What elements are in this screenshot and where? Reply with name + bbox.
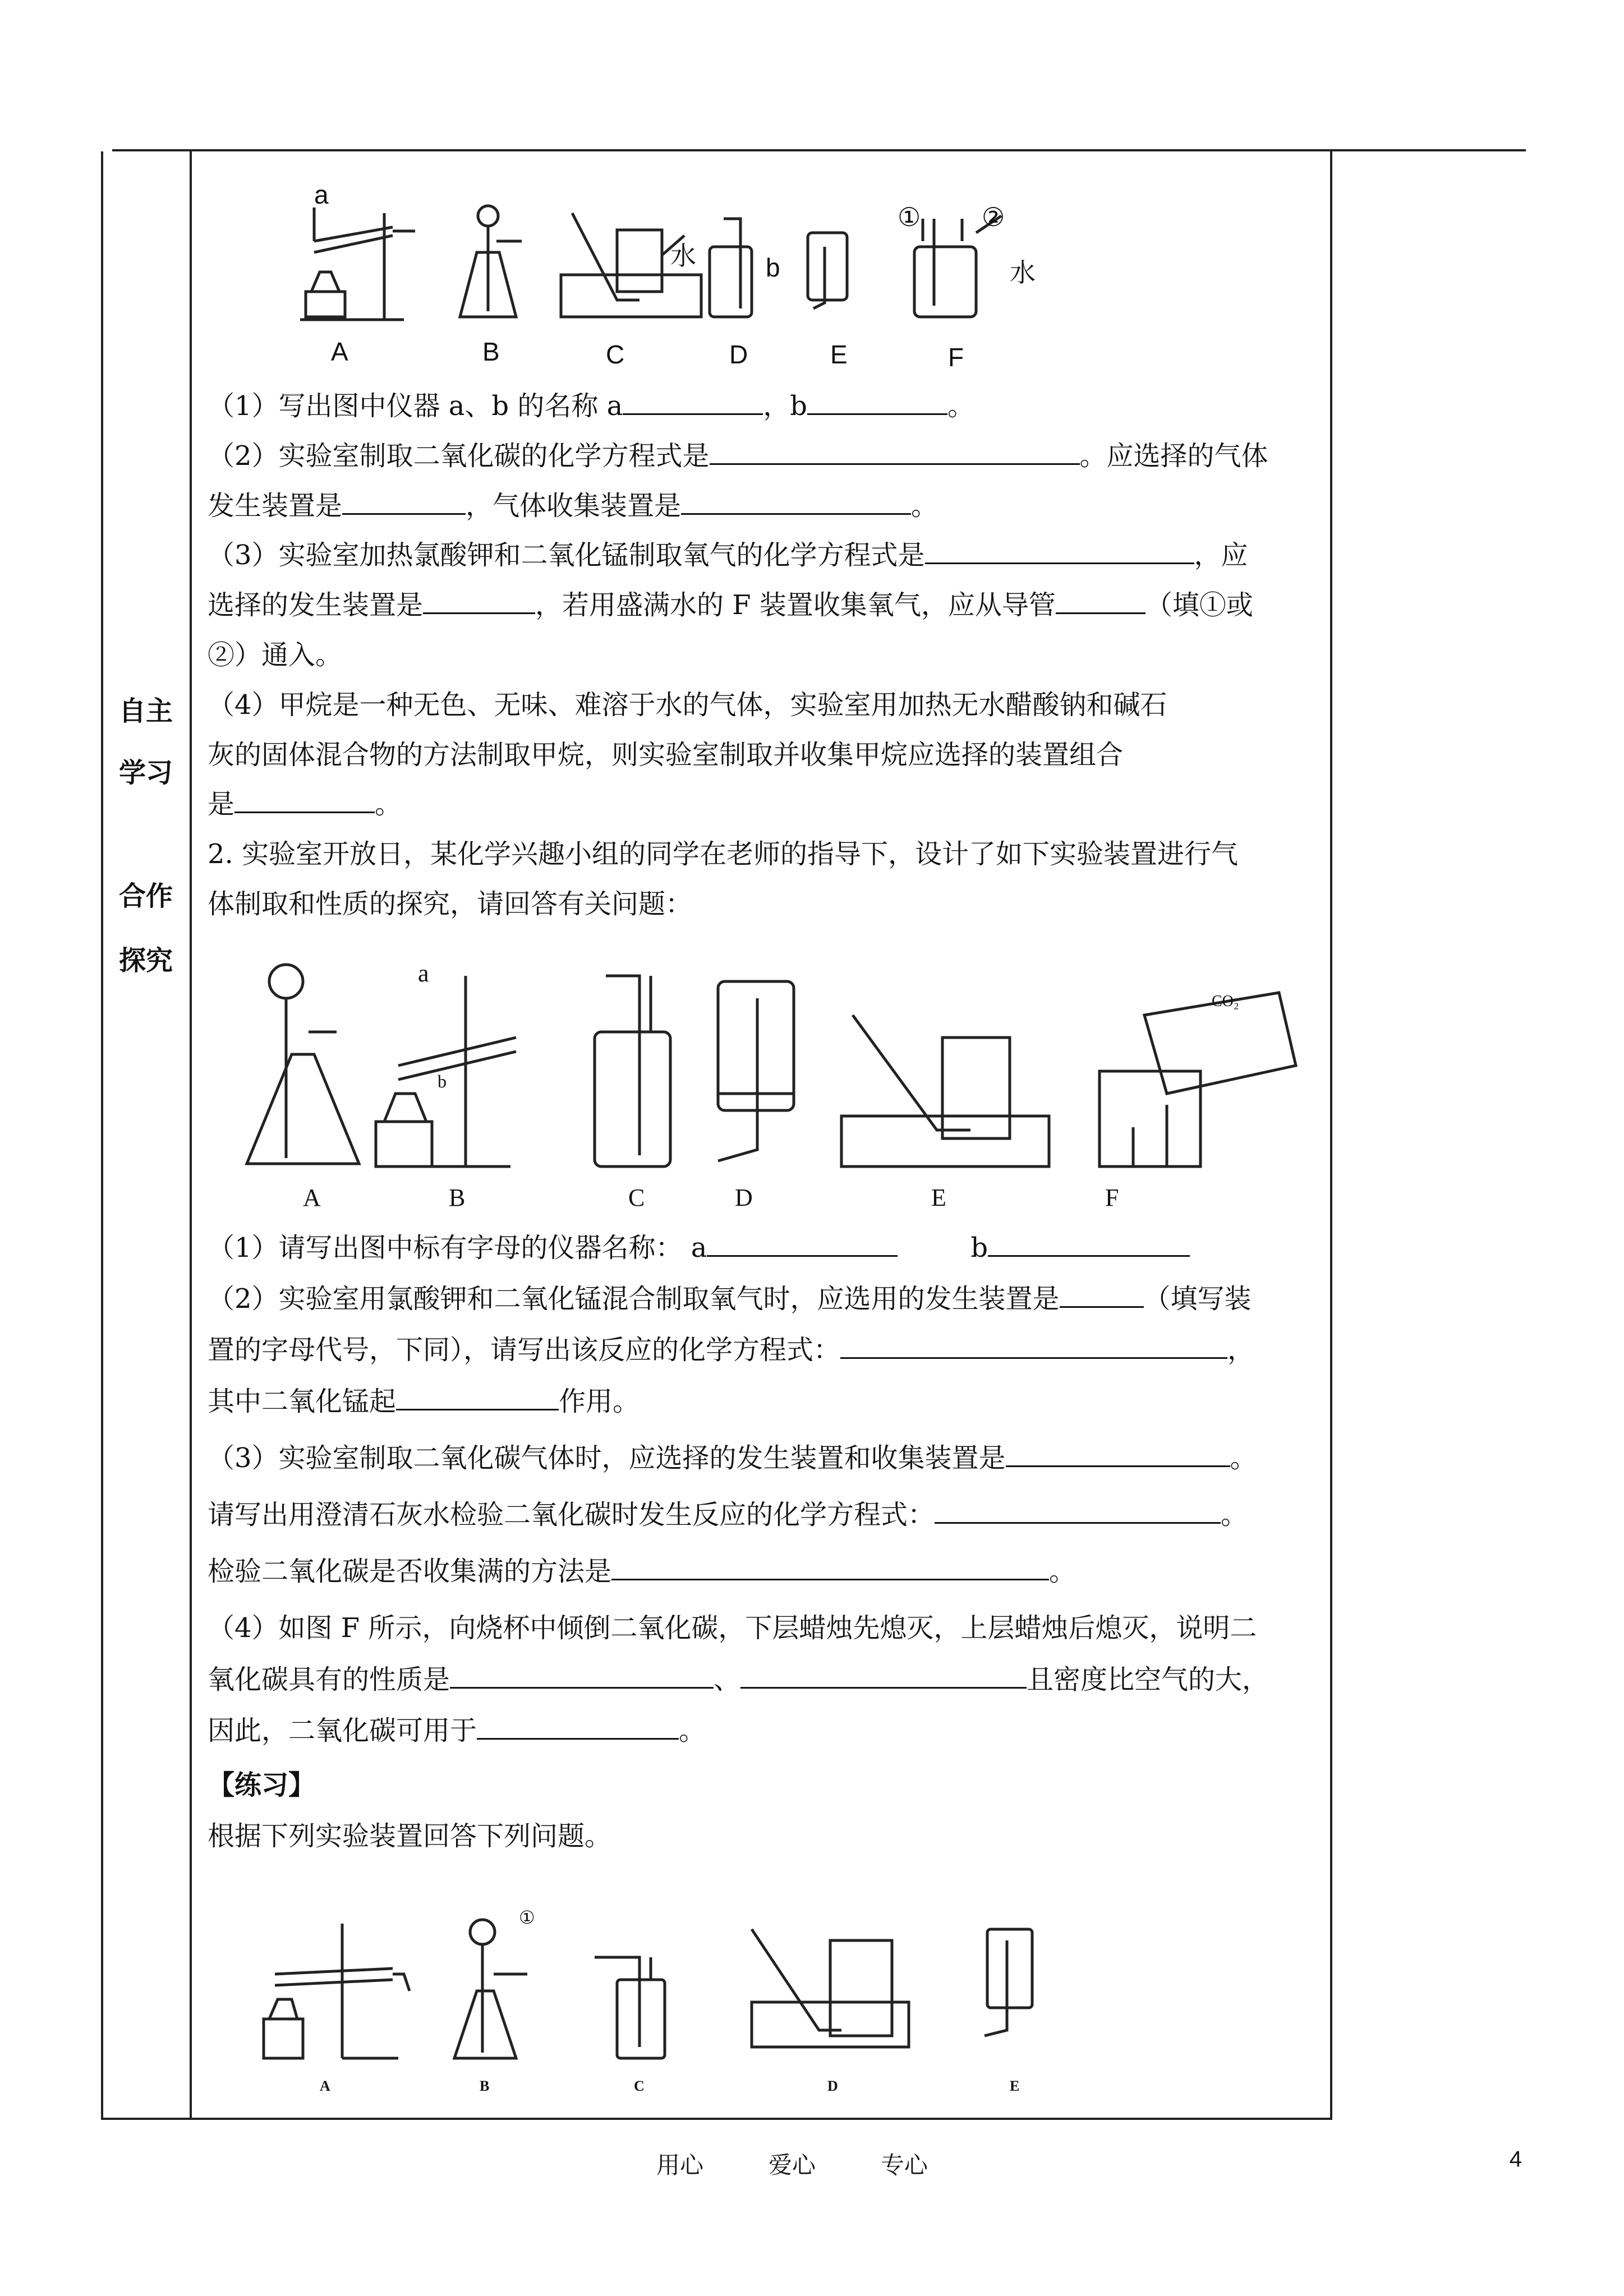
footer-word-2: 爱心 bbox=[769, 2151, 816, 2179]
blank-1-a[interactable] bbox=[623, 386, 763, 415]
blank-3-equation[interactable] bbox=[925, 536, 1194, 564]
blank-2-generator[interactable] bbox=[342, 486, 466, 515]
question-1: （1）写出图中仪器 a、b 的名称 a ，b 。 （2）实验室制取二氧化碳的化学方程式是 。应选择的气体 发生装置是 ，气体收集装置是 。 （3）实验室加热氯酸钾和二氧化锰制取氧气的化学方程式是 ，应 选择的发生装置是 ，若用盛满水的 F 装置收集氧气，应从导管 （填①或 ②）通入。 （4）甲烷是一种无色、无味、难溶于水的气体，实验室用加热无水醋酸钠和碱石 灰的固体混合物的方法制取甲烷，则实验室制取并收集甲烷应选择的装置组合 是 。 2. 实验室开放日，某化学兴趣小组的同学在老师的指导下，设计了如下实验装置进行气 体制取和性质的探究，请回答有关问题： bbox=[208, 381, 1324, 929]
fig1-label-F: F bbox=[948, 343, 964, 372]
fig1-label-D: D bbox=[729, 340, 748, 369]
fig2-mark-a: a bbox=[418, 960, 429, 987]
practice-title: 【练习】 bbox=[208, 1769, 316, 1801]
figure-1-apparatus bbox=[292, 179, 1133, 372]
page-number: 4 bbox=[1509, 2147, 1522, 2171]
blank-q2-equation[interactable] bbox=[840, 1330, 1227, 1359]
column-divider bbox=[190, 151, 192, 2118]
fig2-label-C: C bbox=[628, 1184, 645, 1211]
fig2-label-E: E bbox=[931, 1184, 946, 1211]
fig3-label-C: C bbox=[634, 2078, 645, 2094]
blank-q2-a[interactable] bbox=[707, 1228, 898, 1257]
fig1-mark-b: b bbox=[766, 253, 780, 282]
blank-3-generator[interactable] bbox=[423, 585, 535, 614]
side-label-hezuo: 合作 bbox=[118, 880, 173, 912]
blank-q2-mno2-role[interactable] bbox=[396, 1382, 559, 1410]
figure-3-apparatus bbox=[258, 1907, 1088, 2094]
blank-q2-b[interactable] bbox=[988, 1228, 1190, 1257]
blank-1-b[interactable] bbox=[807, 386, 947, 415]
figure-2-drawing bbox=[236, 959, 1301, 1183]
fig2-co2: CO₂ bbox=[1212, 993, 1239, 1010]
fig1-mark-a: a bbox=[314, 180, 329, 209]
fig3-label-A: A bbox=[320, 2078, 330, 2094]
figure-3-drawing bbox=[258, 1907, 1088, 2081]
question-2-parts: （1）请写出图中标有字母的仪器名称： a b （2）实验室用氯酸钾和二氧化锰混合制取氧气时，应选用的发生装置是 （填写装 置的字母代号，下同），请写出该反应的化学方程式： ， 其中二氧化锰起 作用。 （3）实验室制取二氧化碳气体时，应选择的发生装置和收集装置是 。 请写出用澄清石灰水检验二氧化碳时发生反应的化学方程式： 。 检验二氧化碳是否收集满的方法是 。 （4）如图 F 所示，向烧杯中倾倒二氧化碳，下层蜡烛先熄灭，上层蜡烛后熄灭，说明二 氧化碳具有的性质是 、 且密度比空气的大， 因此，二氧化碳可用于 。 【练习】 根据下列实验装置回答下列问题。 bbox=[208, 1223, 1324, 1862]
fig3-label-E: E bbox=[1010, 2078, 1020, 2094]
fig1-label-C: C bbox=[606, 340, 625, 369]
fig2-label-B: B bbox=[449, 1184, 466, 1211]
fig2-label-D: D bbox=[735, 1184, 753, 1211]
figure-2-apparatus bbox=[236, 959, 1301, 1211]
blank-q2-use[interactable] bbox=[477, 1711, 679, 1740]
fig1-label-B: B bbox=[482, 337, 500, 366]
footer-word-3: 专心 bbox=[881, 2151, 928, 2179]
blank-3-port[interactable] bbox=[1056, 585, 1145, 614]
fig2-label-A: A bbox=[303, 1184, 321, 1211]
side-label-xuexi: 学习 bbox=[118, 757, 173, 789]
fig3-label-D: D bbox=[827, 2078, 838, 2094]
fig1-water-f: 水 bbox=[1010, 258, 1036, 287]
fig1-label-A: A bbox=[331, 337, 348, 366]
blank-q2-co2-apparatus[interactable] bbox=[1006, 1439, 1230, 1467]
blank-4-combo[interactable] bbox=[234, 785, 375, 813]
blank-q2-generator[interactable] bbox=[1060, 1279, 1144, 1308]
fig3-label-B: B bbox=[480, 2078, 490, 2094]
blank-q2-property-1[interactable] bbox=[450, 1660, 714, 1689]
blank-q2-limewater-equation[interactable] bbox=[935, 1495, 1221, 1524]
side-label-zizhu: 自主 bbox=[118, 695, 173, 727]
side-label-tanjiu: 探究 bbox=[118, 945, 173, 976]
figure-1-drawing bbox=[292, 179, 1133, 342]
fig1-water-c: 水 bbox=[670, 241, 696, 270]
blank-q2-property-2[interactable] bbox=[740, 1660, 1027, 1689]
fig2-label-F: F bbox=[1105, 1184, 1119, 1211]
blank-2-equation[interactable] bbox=[710, 436, 1080, 465]
practice-intro: 根据下列实验装置回答下列问题。 bbox=[208, 1820, 612, 1852]
fig3-mark-1: ① bbox=[519, 1907, 535, 1928]
fig1-port-1: ① bbox=[898, 202, 921, 232]
footer-word-1: 用心 bbox=[656, 2151, 704, 2179]
fig1-label-E: E bbox=[830, 340, 848, 369]
blank-2-collector[interactable] bbox=[681, 486, 911, 515]
fig2-mark-b: b bbox=[438, 1071, 447, 1091]
blank-q2-full-check[interactable] bbox=[611, 1552, 1049, 1580]
fig1-port-2: ② bbox=[982, 202, 1005, 232]
